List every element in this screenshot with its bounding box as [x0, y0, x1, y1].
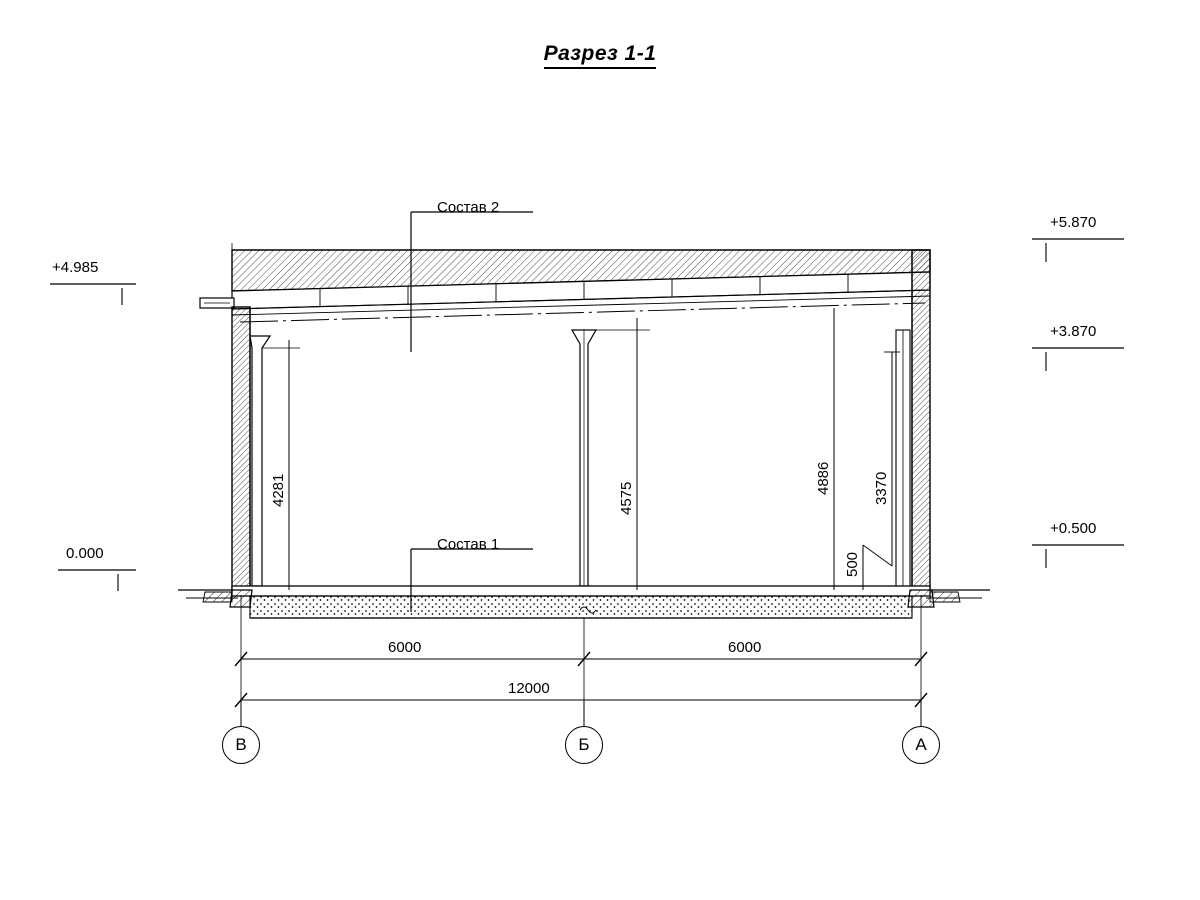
- axis-mark-a: А: [902, 726, 940, 764]
- dim-vertical-4281: 4281: [270, 473, 287, 507]
- page-title-text: Разрез 1-1: [544, 42, 657, 69]
- elevation-left-2: 0.000: [66, 545, 104, 562]
- dim-vertical-4886: 4886: [815, 461, 832, 495]
- dim-span-1: 6000: [388, 639, 422, 656]
- dim-total: 12000: [508, 680, 550, 697]
- note-sostav-2: Состав 2: [437, 199, 500, 216]
- dim-vertical-4575: 4575: [618, 481, 635, 515]
- dim-span-2: 6000: [728, 639, 762, 656]
- dim-vertical-500: 500: [844, 551, 861, 577]
- elevation-right-3: +0.500: [1050, 520, 1097, 537]
- elevation-right-2: +3.870: [1050, 323, 1097, 340]
- axis-mark-b: Б: [565, 726, 603, 764]
- axis-mark-v: В: [222, 726, 260, 764]
- note-sostav-1: Состав 1: [437, 536, 500, 553]
- elevation-right-1: +5.870: [1050, 214, 1097, 231]
- elevation-left-1: +4.985: [52, 259, 99, 276]
- dim-vertical-3370: 3370: [873, 471, 890, 505]
